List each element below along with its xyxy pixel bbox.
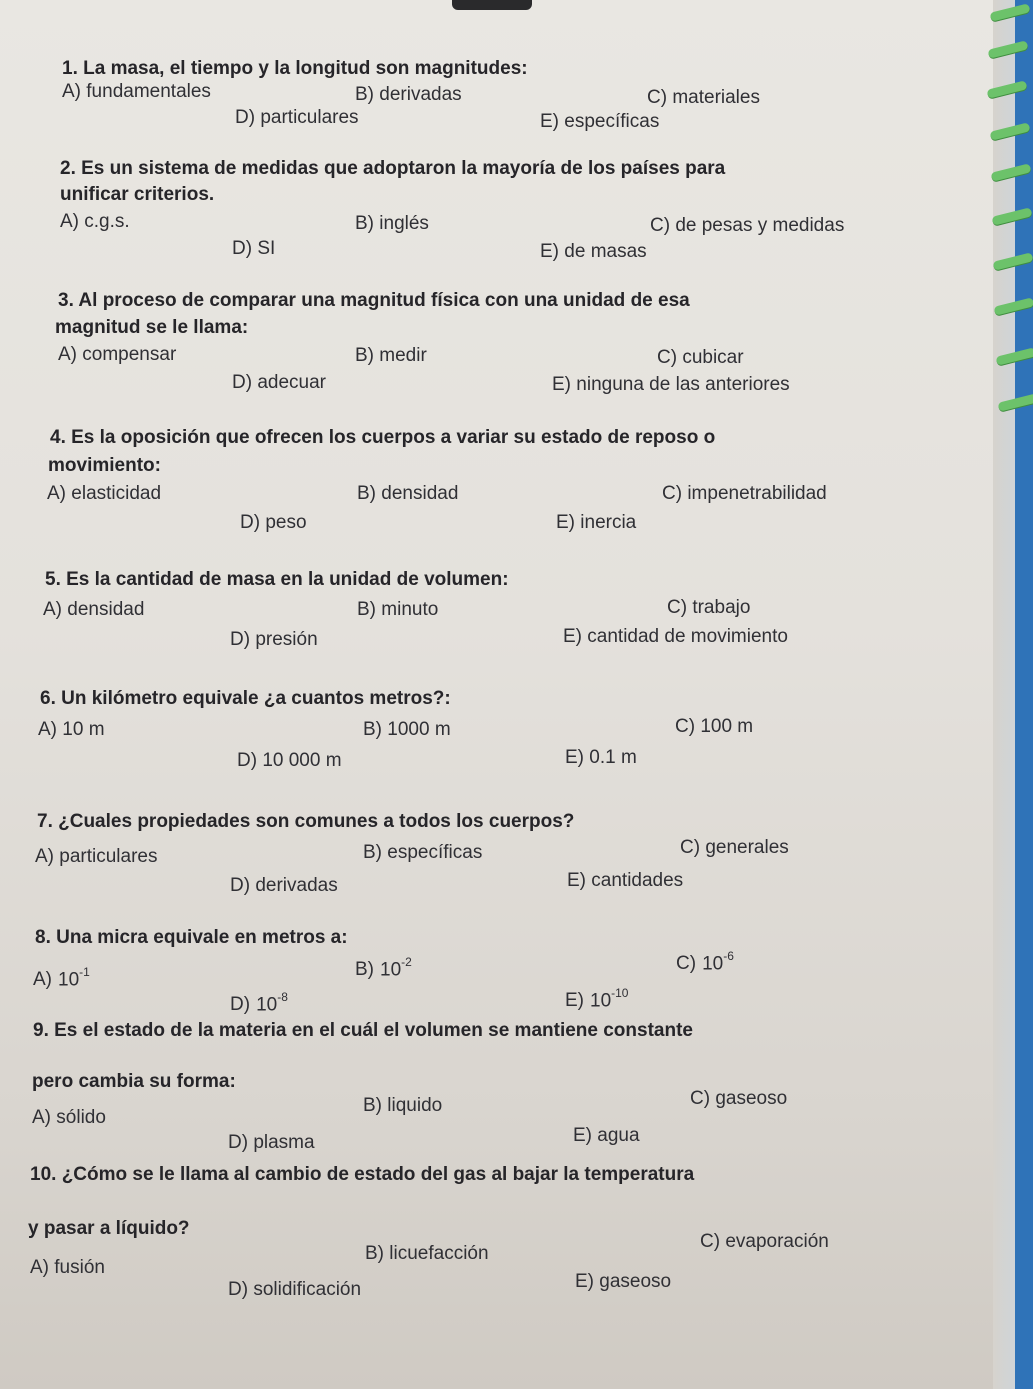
q10-option-b: B) licuefacción <box>365 1243 489 1264</box>
q8-option-d: D) $10^{-8}$ <box>230 990 288 1016</box>
q2-option-c: C) de pesas y medidas <box>650 215 845 236</box>
q7-option-c: C) generales <box>680 837 789 858</box>
q2-option-a: A) c.g.s. <box>60 211 130 232</box>
q4-option-d: D) peso <box>240 512 307 533</box>
question-2-stem-line2: unificar criterios. <box>60 184 215 205</box>
question-7-stem: 7. ¿Cuales propiedades son comunes a todos los cuerpos? <box>37 811 575 832</box>
q9-option-e: E) agua <box>573 1125 640 1146</box>
q4-option-a: A) elasticidad <box>47 483 162 504</box>
q2-option-b: B) inglés <box>355 213 429 234</box>
q5-option-d: D) presión <box>230 629 318 650</box>
q6-option-e: E) 0.1 m <box>565 747 637 768</box>
q3-option-d: D) adecuar <box>232 372 326 393</box>
top-edge-mark <box>452 0 532 10</box>
q5-option-a: A) densidad <box>43 599 145 620</box>
q3-option-e: E) ninguna de las anteriores <box>552 374 790 395</box>
q8-option-b: B) $10^{-2}$ <box>355 955 412 981</box>
question-2-stem-line1: 2. Es un sistema de medidas que adoptaron la mayoría de los países para <box>60 158 726 179</box>
q5-option-b: B) minuto <box>357 599 439 620</box>
q10-option-e: E) gaseoso <box>575 1271 672 1292</box>
q4-option-b: B) densidad <box>357 483 459 504</box>
q1-option-e: E) específicas <box>540 111 660 132</box>
question-9-stem-line2: pero cambia su forma: <box>32 1071 236 1092</box>
q3-option-b: B) medir <box>355 345 427 366</box>
q7-option-e: E) cantidades <box>567 870 684 891</box>
question-4-stem-line1: 4. Es la oposición que ofrecen los cuerpos a variar su estado de reposo o <box>50 427 716 448</box>
question-3-stem-line2: magnitud se le llama: <box>55 317 249 338</box>
q9-option-b: B) liquido <box>363 1095 443 1116</box>
q4-option-c: C) impenetrabilidad <box>662 483 827 504</box>
question-5-stem: 5. Es la cantidad de masa en la unidad de volumen: <box>45 569 509 590</box>
question-10-stem-line1: 10. ¿Cómo se le llama al cambio de estado del gas al bajar la temperatura <box>30 1164 695 1185</box>
q9-option-d: D) plasma <box>228 1132 315 1153</box>
q6-option-b: B) 1000 m <box>363 719 451 740</box>
q9-option-c: C) gaseoso <box>690 1088 788 1109</box>
q5-option-e: E) cantidad de movimiento <box>563 626 788 647</box>
q6-option-c: C) 100 m <box>675 716 754 737</box>
q3-option-c: C) cubicar <box>657 347 744 368</box>
question-3-stem-line1: 3. Al proceso de comparar una magnitud física con una unidad de esa <box>58 290 690 311</box>
question-8-stem: 8. Una micra equivale en metros a: <box>35 927 348 948</box>
question-9-stem-line1: 9. Es el estado de la materia en el cuál el volumen se mantiene constante <box>33 1020 693 1041</box>
q5-option-c: C) trabajo <box>667 597 751 618</box>
q10-option-d: D) solidificación <box>228 1279 362 1300</box>
q2-option-d: D) SI <box>232 238 276 259</box>
q9-option-a: A) sólido <box>32 1107 106 1128</box>
q8-option-c: C) $10^{-6}$ <box>676 949 734 975</box>
q10-option-a: A) fusión <box>30 1257 105 1278</box>
q4-option-e: E) inercia <box>556 512 637 533</box>
q2-option-e: E) de masas <box>540 241 647 262</box>
q6-option-a: A) 10 m <box>38 719 105 740</box>
q1-option-d: D) particulares <box>235 107 359 128</box>
question-10-stem-line2: y pasar a líquido? <box>28 1218 190 1239</box>
q1-option-a: A) fundamentales <box>62 81 211 102</box>
question-4-stem-line2: movimiento: <box>48 455 161 476</box>
q7-option-d: D) derivadas <box>230 875 338 896</box>
q1-option-b: B) derivadas <box>355 84 462 105</box>
q8-option-e: E) $10^{-10}$ <box>565 986 629 1012</box>
q3-option-a: A) compensar <box>58 344 177 365</box>
q7-option-a: A) particulares <box>35 846 158 867</box>
q10-option-c: C) evaporación <box>700 1231 829 1252</box>
q8-option-a: A) $10^{-1}$ <box>33 965 90 991</box>
question-6-stem: 6. Un kilómetro equivale ¿a cuantos metros?: <box>40 688 451 709</box>
q6-option-d: D) 10 000 m <box>237 750 342 771</box>
q1-option-c: C) materiales <box>647 87 760 108</box>
q7-option-b: B) específicas <box>363 842 483 863</box>
question-1-stem: 1. La masa, el tiempo y la longitud son magnitudes: <box>62 58 528 79</box>
